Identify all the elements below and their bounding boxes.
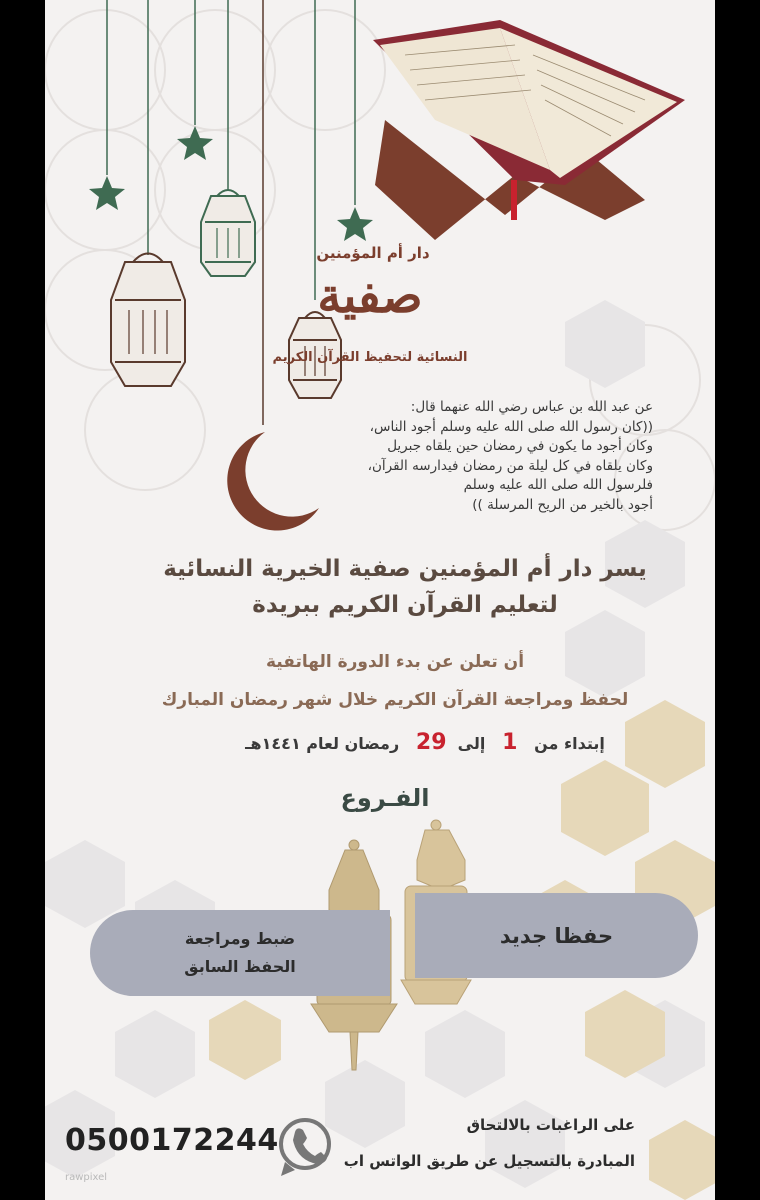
- headline-1: يسر دار أم المؤمنين صفية الخيرية النسائية: [163, 556, 647, 582]
- quran-stand: [373, 20, 685, 240]
- branch-review: [90, 910, 390, 996]
- join-line-2: المبادرة بالتسجيل عن طريق الواتس اب: [343, 1152, 635, 1170]
- hadith-line: وكان يلقاه في كل ليلة من رمضان فيدارسه القرآن،: [367, 457, 653, 474]
- branch-review-line-1: ضبط ومراجعة: [184, 929, 296, 948]
- to-label: إلى: [457, 734, 486, 753]
- brand-subtitle: النسائية لتحفيظ القرآن الكريم: [272, 350, 468, 365]
- announcement-line-2: لحفظ ومراجعة القرآن الكريم خلال شهر رمضان المبارك: [161, 690, 629, 710]
- branch-new-label: حفظا جديد: [499, 923, 614, 948]
- course-dates: [245, 730, 605, 755]
- poster: [45, 0, 715, 1200]
- start-day: 1: [502, 730, 518, 755]
- hadith-line: فلرسول الله صلى الله عليه وسلم: [463, 477, 653, 493]
- join-line-1: على الراغبات بالالتحاق: [466, 1116, 635, 1134]
- headline-2: لتعليم القرآن الكريم ببريدة: [252, 592, 558, 618]
- brand-name: صفية: [317, 268, 423, 324]
- announcement-line-1: أن تعلن عن بدء الدورة الهاتفية: [265, 652, 525, 672]
- hadith-line: ((كان رسول الله صلى الله عليه وسلم أجود الناس،: [369, 418, 653, 435]
- watermark: rawpixel: [65, 1172, 108, 1183]
- hadith-line: عن عبد الله بن عباس رضي الله عنهما قال:: [410, 399, 653, 415]
- end-day: 29: [415, 730, 447, 755]
- hadith-line: وكان أجود ما يكون في رمضان حين يلقاه جبريل: [387, 438, 653, 454]
- branch-new-memorization: [415, 893, 698, 978]
- join-text: [315, 1107, 635, 1179]
- hadith-line: أجود بالخير من الريح المرسلة )): [472, 496, 653, 513]
- date-suffix: رمضان لعام ١٤٤١هـ: [245, 734, 400, 753]
- brand-top-text: دار أم المؤمنين: [316, 244, 430, 262]
- phone-number[interactable]: 0500172244: [65, 1123, 279, 1158]
- hadith-text: [233, 398, 653, 515]
- start-label: إبتداء من: [534, 734, 605, 753]
- branches-title: الفـروع: [340, 784, 430, 812]
- branch-review-line-2: الحفظ السابق: [184, 957, 296, 976]
- lantern-large: [111, 254, 185, 387]
